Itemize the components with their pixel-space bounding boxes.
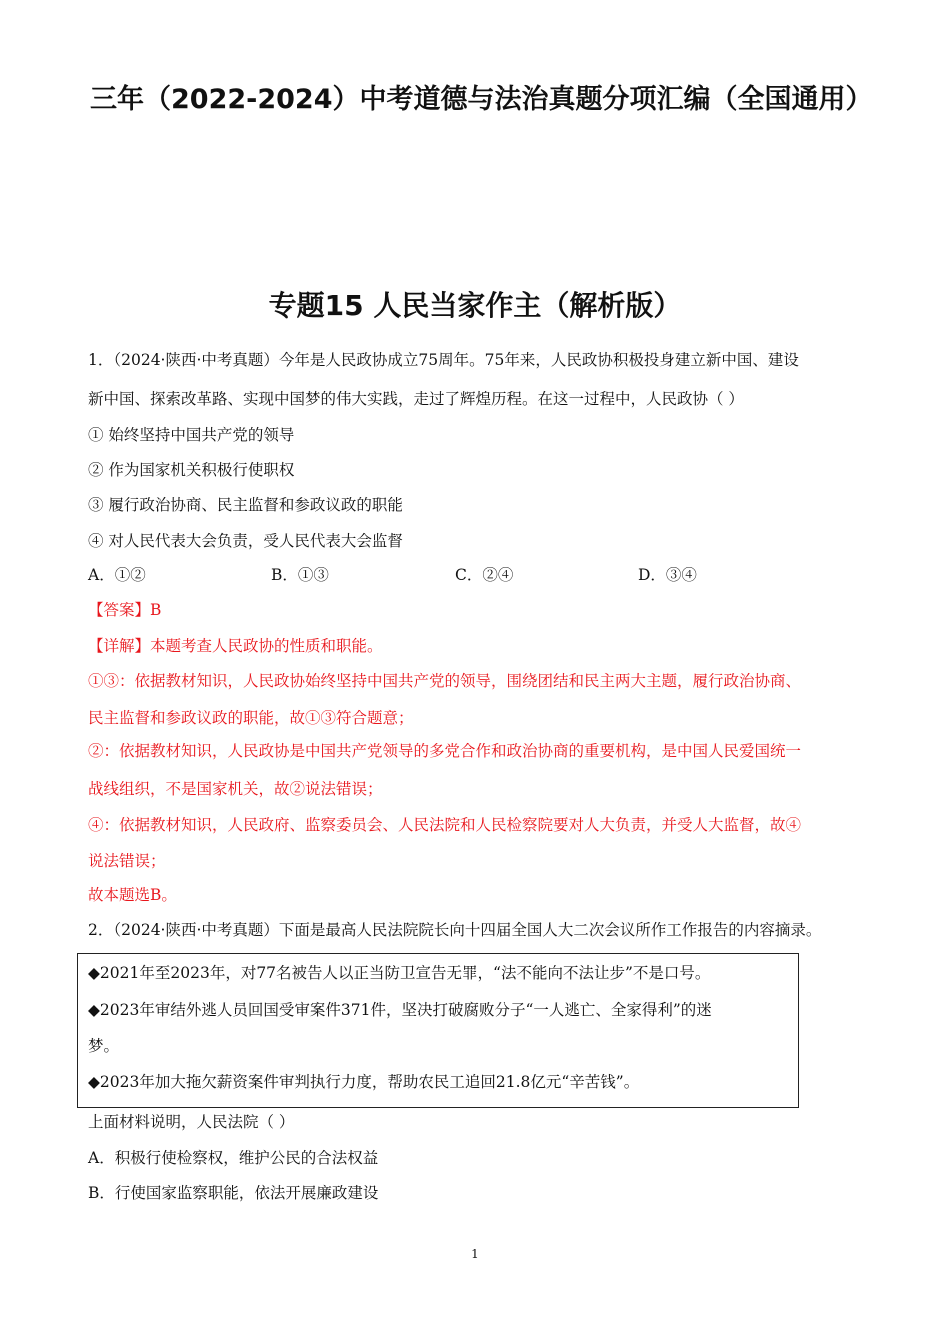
question-2-stem: 2．（2024·陕西·中考真题）下面是最高人民法院院长向十四届全国人大二次会议所作工作报告的内容摘录。 bbox=[88, 921, 822, 939]
question-1-detail-line-6: ④：依据教材知识，人民政府、监察委员会、人民法院和人民检察院要对人大负责，并受人大监督，故④ bbox=[88, 816, 802, 834]
question-2-option-a: A．积极行使检察权，维护公民的合法权益 bbox=[88, 1149, 379, 1167]
question-2-option-b: B．行使国家监察职能，依法开展廉政建设 bbox=[88, 1184, 379, 1202]
material-line-2: ◆2023年审结外逃人员回国受审案件371件，坚决打破腐败分子“一人逃亡、全家得利”的迷 bbox=[88, 1001, 712, 1019]
question-1-detail-line-2: ①③：依据教材知识，人民政协始终坚持中国共产党的领导，围绕团结和民主两大主题，履行政治协商、 bbox=[88, 672, 802, 690]
question-1-answer: 【答案】B bbox=[88, 601, 162, 619]
question-1-detail-line-3: 民主监督和参政议政的职能，故①③符合题意； bbox=[88, 709, 414, 727]
question-1-detail-line-7: 说法错误； bbox=[88, 852, 166, 870]
material-line-1: ◆2021年至2023年，对77名被告人以正当防卫宣告无罪，“法不能向不法让步”不是口号。 bbox=[88, 964, 711, 982]
page-number: 1 bbox=[471, 1247, 479, 1261]
question-1-item-3: ③ 履行政治协商、民主监督和参政议政的职能 bbox=[88, 496, 403, 514]
question-1-detail-line-5: 战线组织，不是国家机关，故②说法错误； bbox=[88, 780, 383, 798]
material-line-3: 梦。 bbox=[88, 1037, 120, 1055]
material-line-4: ◆2023年加大拖欠薪资案件审判执行力度，帮助农民工追回21.8亿元“辛苦钱”。 bbox=[88, 1073, 640, 1091]
question-2-prompt: 上面材料说明，人民法院（ ） bbox=[88, 1113, 295, 1131]
section-title: 专题15 人民当家作主（解析版） bbox=[268, 289, 682, 322]
question-1-detail-line-8: 故本题选B。 bbox=[88, 886, 177, 904]
question-1-item-1: ① 始终坚持中国共产党的领导 bbox=[88, 426, 295, 444]
question-1-detail-line-1: 【详解】本题考查人民政协的性质和职能。 bbox=[88, 637, 383, 655]
question-1-stem-line-2: 新中国、探索改革路、实现中国梦的伟大实践，走过了辉煌历程。在这一过程中，人民政协（ ） bbox=[88, 390, 744, 408]
question-1-detail-line-4: ②：依据教材知识，人民政协是中国共产党领导的多党合作和政治协商的重要机构，是中国人民爱国统一 bbox=[88, 742, 802, 760]
question-1-item-2: ② 作为国家机关积极行使职权 bbox=[88, 461, 295, 479]
question-1-option-b: B．①③ bbox=[271, 566, 329, 584]
document-title: 三年（2022-2024）中考道德与法治真题分项汇编（全国通用） bbox=[90, 84, 873, 115]
question-1-option-a: A．①② bbox=[88, 566, 146, 584]
material-box bbox=[77, 953, 799, 1108]
question-1-option-d: D．③④ bbox=[638, 566, 697, 584]
question-1-item-4: ④ 对人民代表大会负责，受人民代表大会监督 bbox=[88, 532, 403, 550]
question-1-option-c: C．②④ bbox=[455, 566, 514, 584]
question-1-stem-line-1: 1．（2024·陕西·中考真题）今年是人民政协成立75周年。75年来，人民政协积极投身建立新中国、建设 bbox=[88, 351, 799, 369]
